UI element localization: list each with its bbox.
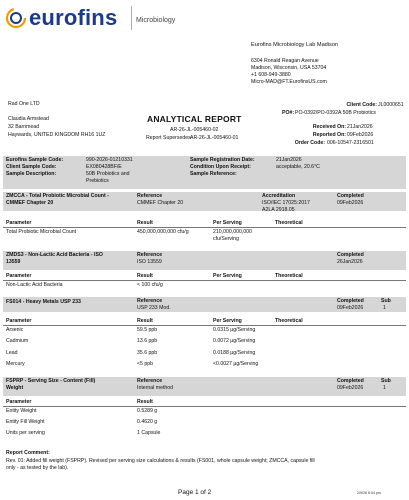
- zmds3-completed-value: 26Jan2026: [337, 259, 363, 265]
- lab-phone: +1 608-949-3880: [251, 72, 291, 78]
- zmcca-col-per-serving: Per Serving: [213, 220, 242, 226]
- fsprp-col-parameter: Parameter: [6, 399, 32, 405]
- report-title: ANALYTICAL REPORT: [147, 114, 242, 124]
- po-label: PO#:: [282, 110, 295, 116]
- client-sample-code-value: EX080428BF/E: [86, 164, 122, 170]
- fs014-lead-parameter: Lead: [6, 350, 18, 356]
- fs014-completed-label: Completed: [337, 298, 364, 304]
- lab-address-1: 6304 Ronald Reagan Avenue: [251, 58, 319, 64]
- zmcca-completed-label: Completed: [337, 193, 364, 199]
- zmds3-row-result: < 100 cfu/g: [137, 282, 163, 288]
- fsprp-sub-label: Sub: [381, 378, 391, 384]
- reported-value: 09Feb2026: [347, 132, 374, 138]
- fs014-cadmium-result: 13.6 ppb: [137, 338, 158, 344]
- fs014-reference-value: USP 233 Mod.: [137, 305, 171, 311]
- fs014-arsenic-per-serving: 0.0315 µg/Serving: [213, 327, 256, 333]
- sample-code-value: 990-2026-01210331: [86, 157, 133, 163]
- po-value: PO-0392/PO-0392A 50B Probiotics: [295, 110, 377, 116]
- zmcca-accreditation-value: ISO/IEC 17025:2017 A2LA 2918.05: [262, 200, 310, 213]
- zmds3-row-parameter: Non-Lactic Acid Bacteria: [6, 282, 63, 288]
- header-divider: [131, 6, 132, 30]
- fsprp-fill-weight-parameter: Entity Fill Weight: [6, 419, 45, 425]
- fs014-arsenic-parameter: Arsenic: [6, 327, 24, 333]
- fsprp-fill-weight-result: 0.4620 g: [137, 419, 158, 425]
- fsprp-rule: [3, 406, 406, 407]
- order-code-value: 006-10547-2316501: [327, 140, 374, 146]
- report-number: AR-26-JL-005460-02: [170, 127, 219, 133]
- order-code-label: Order Code:: [294, 140, 325, 146]
- fsprp-test-name: FSPRP - Serving Size - Content (Fill) Weight: [6, 378, 96, 391]
- fs014-sub-value: 1: [383, 305, 386, 311]
- eurofins-mark-icon: [6, 8, 26, 28]
- lab-name: Eurofins Microbiology Lab Madison: [251, 42, 339, 48]
- fs014-sub-label: Sub: [381, 298, 391, 304]
- zmcca-reference-value: CMMEF Chapter 20: [137, 200, 184, 206]
- lab-address-2: Madison, Wisconsin, USA 53704: [251, 65, 327, 71]
- client-contact: Claudia Armstead: [8, 116, 49, 122]
- zmcca-test-name: ZMCCA - Total Probiotic Microbial Count - CMMEF Chapter 20: [6, 193, 109, 206]
- zmds3-reference-label: Reference: [137, 252, 163, 258]
- fsprp-sub-value: 1: [383, 385, 386, 391]
- client-code-label: Client Code:: [346, 102, 377, 108]
- lab-email[interactable]: Micro-MAD@FT.EurofinsUS.com: [251, 79, 327, 85]
- received-value: 21Jan2026: [347, 124, 373, 130]
- registration-date-value: 21Jan2026: [276, 157, 302, 163]
- sample-description-value: 50B Probiotics and Prebiotics: [86, 171, 130, 184]
- zmcca-accreditation-label: Accreditation: [262, 193, 296, 199]
- brand-name: eurofins: [29, 5, 118, 30]
- zmds3-col-theoretical: Theoretical: [275, 273, 303, 279]
- sample-code-label: Eurofins Sample Code:: [6, 157, 64, 163]
- zmds3-col-parameter: Parameter: [6, 273, 32, 279]
- client-sample-code-label: Client Sample Code:: [6, 164, 57, 170]
- reported-label: Reported On:: [312, 132, 346, 138]
- client-code-value: JL0000651: [378, 102, 404, 108]
- fs014-mercury-parameter: Mercury: [6, 361, 25, 367]
- fs014-lead-result: 35.6 ppb: [137, 350, 158, 356]
- fs014-arsenic-result: 59.5 ppb: [137, 327, 158, 333]
- eurofins-logo: [6, 5, 117, 31]
- supersedes-number: AR-26-JL-005460-01: [190, 135, 239, 141]
- fs014-reference-label: Reference: [137, 298, 163, 304]
- zmcca-row-result: 450,000,000,000 cfu/g: [137, 229, 189, 235]
- zmcca-rule: [3, 227, 406, 228]
- fs014-col-per-serving: Per Serving: [213, 318, 242, 324]
- zmcca-row-parameter: Total Probiotic Microbial Count: [6, 229, 77, 235]
- report-comment-heading: Report Comment:: [6, 450, 50, 456]
- fs014-cadmium-parameter: Cadmium: [6, 338, 29, 344]
- fsprp-col-result: Result: [137, 399, 153, 405]
- client-city: Haywards, UNITED KINGDOM RH16 1UZ: [8, 132, 106, 138]
- fsprp-entity-weight-result: 0.5289 g: [137, 408, 158, 414]
- zmcca-col-result: Result: [137, 220, 153, 226]
- fs014-mercury-result: <5 ppb: [137, 361, 154, 367]
- fs014-test-name: FS014 - Heavy Metals USP 233: [6, 299, 81, 305]
- zmcca-reference-label: Reference: [137, 193, 163, 199]
- zmds3-col-per-serving: Per Serving: [213, 273, 242, 279]
- zmds3-reference-value: ISO 13559: [137, 259, 162, 265]
- fsprp-entity-weight-parameter: Entity Weight: [6, 408, 37, 414]
- fsprp-units-result: 1 Capsule: [137, 430, 161, 436]
- fsprp-completed-value: 09Feb2026: [337, 385, 364, 391]
- condition-label: Condition Upon Receipt:: [190, 164, 251, 170]
- registration-date-label: Sample Registration Date:: [190, 157, 255, 163]
- zmcca-row-per-serving: 210,000,000,000 cfu/Serving: [213, 229, 252, 242]
- fsprp-completed-label: Completed: [337, 378, 364, 384]
- report-comment-text: Rev. 01: Added fill weight (FSPRP). Revised per serving size calculations & results (FS001, whole capsule weight; ZMCCA, capsule fill only - as tested by the lab).: [6, 458, 315, 471]
- fs014-col-result: Result: [137, 318, 153, 324]
- supersedes-label: Report Supersedes: [146, 135, 191, 141]
- sample-description-label: Sample Description:: [6, 171, 57, 177]
- fs014-rule: [3, 325, 406, 326]
- fs014-completed-value: 09Feb2026: [337, 305, 364, 311]
- received-label: Received On:: [312, 124, 346, 130]
- fsprp-units-parameter: Units per serving: [6, 430, 45, 436]
- zmds3-completed-label: Completed: [337, 252, 364, 258]
- fsprp-reference-value: Internal method: [137, 385, 174, 391]
- client-name: Rad One LTD: [8, 101, 40, 107]
- fs014-mercury-per-serving: <0.0027 µg/Serving: [213, 361, 259, 367]
- client-street: 32 Barnmead: [8, 124, 40, 130]
- condition-value: acceptable, 20.6°C: [276, 164, 320, 170]
- zmds3-rule: [3, 280, 406, 281]
- zmcca-completed-value: 09Feb2026: [337, 200, 364, 206]
- fsprp-reference-label: Reference: [137, 378, 163, 384]
- fs014-cadmium-per-serving: 0.0072 µg/Serving: [213, 338, 256, 344]
- zmcca-col-theoretical: Theoretical: [275, 220, 303, 226]
- division-label: Microbiology: [136, 17, 176, 24]
- fs014-lead-per-serving: 0.0188 µg/Serving: [213, 350, 256, 356]
- zmds3-test-name: ZMDS3 - Non-Lactic Acid Bacteria - ISO 13559: [6, 252, 103, 265]
- page-number: Page 1 of 2: [178, 489, 212, 496]
- zmcca-col-parameter: Parameter: [6, 220, 32, 226]
- fs014-col-parameter: Parameter: [6, 318, 32, 324]
- sample-reference-label: Sample Reference:: [190, 171, 237, 177]
- fs014-col-theoretical: Theoretical: [275, 318, 303, 324]
- zmds3-col-result: Result: [137, 273, 153, 279]
- print-date: 2/9/26 6:04 pm: [357, 491, 381, 495]
